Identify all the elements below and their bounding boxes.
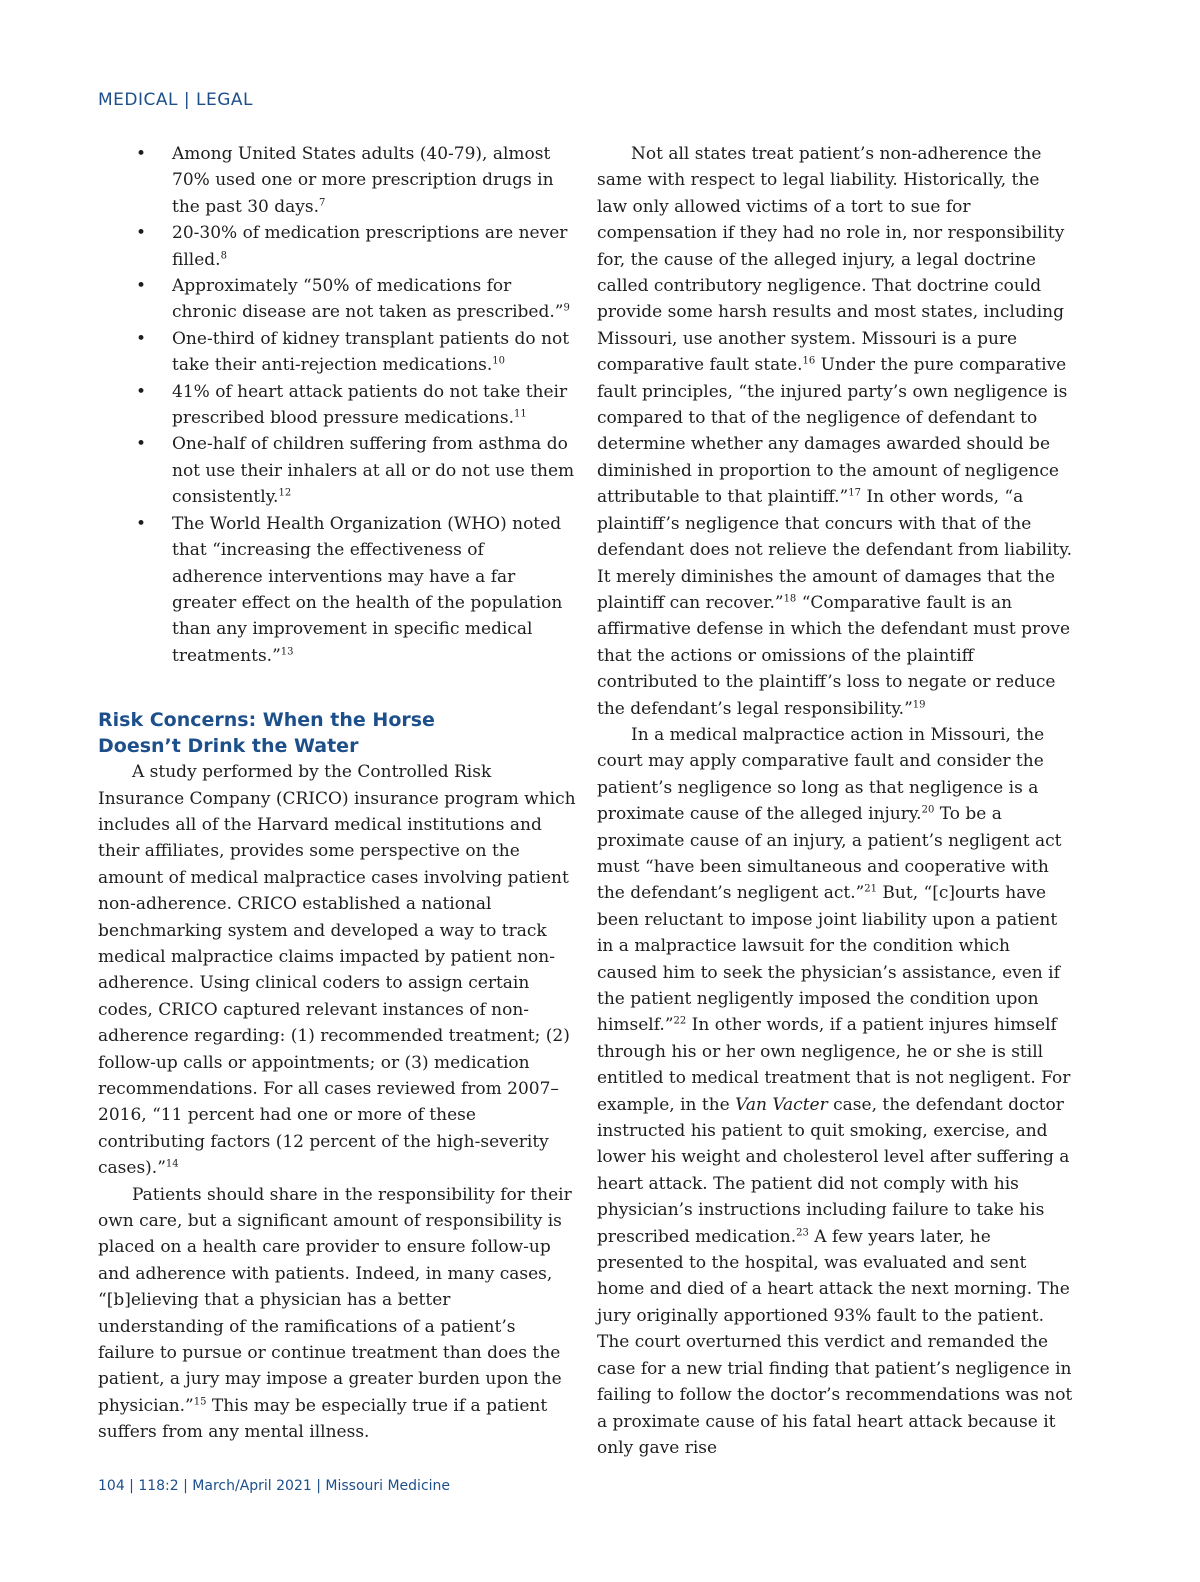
list-item: • The World Health Organization (WHO) noted that “increasing the effectiveness of adherence interventions may have a far greater effect on the health of the population than any improvement in specific medical treatments.”$^{13}$	[98, 511, 576, 669]
list-item: • 20-30% of medication prescriptions are never filled.$^8$	[98, 220, 576, 273]
footnote-ref: 13	[280, 646, 294, 658]
footnote-ref: 15	[193, 1396, 207, 1408]
body-paragraph: In a medical malpractice action in Missouri, the court may apply comparative fault and consider the patient’s negligence so long as that negligence is a proximate cause of the alleged injury.$^{20}$ To be a proximate cause of an injury, a patient’s negligent act must “have been simultaneous and cooperative with the defendant’s negligent act.”$^{21}$ But, “[c]ourts have been reluctant to impose joint liability upon a patient in a malpractice lawsuit for the condition which caused him to seek the physician’s assistance, even if the patient negligently imposed the condition upon himself.”$^{22}$ In other words, if a patient injures himself through his or her own negligence, he or she is still entitled to medical treatment that is not negligent. For example, in the Van Vacter case, the defendant doctor instructed his patient to quit smoking, exercise, and lower his weight and cholesterol level after suffering a heart attack. The patient did not comply with his physician’s instructions including failure to take his prescribed medication.$^{23}$ A few years later, he presented to the hospital, was evaluated and sent home and died of a heart attack the next morning. The jury originally apportioned 93% fault to the patient. The court overturned this verdict and remanded the case for a new trial finding that patient’s negligence in failing to follow the doctor’s recommendations was not a proximate cause of his fatal heart attack because it only gave rise	[597, 724, 1073, 1458]
body-paragraph: Not all states treat patient’s non-adherence the same with respect to legal liability. Historically, the law only allowed victims of a tort to sue for compensation if they had no role in, nor responsibility for, the cause of the alleged injury, a legal doctrine called contributory negligence. That doctrine could provide some harsh results and most states, including Missouri, use another system. Missouri is a pure comparative fault state.$^{16}$ Under the pure comparative fault principles, “the injured party’s own negligence is compared to that of the negligence of defendant to determine whether any damages awarded should be diminished in proportion to the amount of negligence attributable to that plaintiff.”$^{17}$ In other words, “a plaintiff’s negligence that concurs with that of the defendant does not relieve the defendant from liability. It merely diminishes the amount of damages that the plaintiff can recover.”$^{18}$ “Comparative fault is an affirmative defense in which the defendant must prove that the actions or omissions of the plaintiff contributed to the plaintiff’s loss to negate or reduce the defendant’s legal responsibility.”$^{19}$	[597, 144, 1073, 719]
list-item: • Among United States adults (40-79), almost 70% used one or more prescription drugs in the past 30 days.$^7$	[98, 141, 576, 220]
bullet-icon: •	[136, 223, 147, 244]
bullet-icon: •	[136, 276, 147, 297]
footnote-ref: 22	[673, 1015, 687, 1027]
body-paragraph: Patients should share in the responsibility for their own care, but a significant amount of responsibility is placed on a health care provider to ensure follow-up and adherence with patients. Indeed, in many cases, “[b]elieving that a physician has a better understanding of the ramifications of a patient’s failure to pursue or continue treatment than does the patient, a jury may impose a greater burden upon the physician.”$^{15}$ This may be especially true if a patient suffers from any mental illness.	[98, 1184, 572, 1443]
case-name: Van Vacter	[735, 1094, 828, 1115]
footnote-ref: 18	[783, 593, 797, 605]
statistics-bullet-list	[98, 141, 576, 669]
bullet-icon: •	[136, 144, 147, 164]
footnote-ref: 21	[864, 883, 878, 895]
footnote-ref: 20	[921, 804, 935, 816]
footnote-ref: 8	[220, 249, 227, 261]
list-item: • One-half of children suffering from asthma do not use their inhalers at all or do not use them consistently.$^{12}$	[98, 431, 576, 510]
section-heading: Risk Concerns: When the Horse Doesn’t Drink the Water	[98, 709, 435, 758]
footnote-ref: 12	[278, 487, 292, 499]
left-column	[98, 141, 576, 1446]
list-item: • 41% of heart attack patients do not take their prescribed blood pressure medications.$^{11}$	[98, 379, 576, 432]
bullet-icon: •	[136, 434, 147, 455]
bullet-icon: •	[136, 328, 147, 349]
footnote-ref: 19	[912, 698, 926, 710]
footnote-ref: 23	[796, 1227, 809, 1238]
bullet-icon: •	[136, 513, 147, 534]
footnote-ref: 7	[319, 197, 326, 209]
footnote-ref: 17	[848, 487, 861, 499]
body-paragraph: A study performed by the Controlled Risk Insurance Company (CRICO) insurance program which includes all of the Harvard medical institutions and their affiliates, provides some perspective on the amount of medical malpractice cases involving patient non-adherence. CRICO established a national benchmarking system and developed a way to track medical malpractice claims impacted by patient non-adherence. Using clinical coders to assign certain codes, CRICO captured relevant instances of non-adherence regarding: (1) recommended treatment; (2) follow-up calls or appointments; or (3) medication recommendations. For all cases reviewed from 2007–2016, “11 percent had one or more of these contributing factors (12 percent of the high-severity cases).”$^{14}$	[98, 762, 576, 1179]
footnote-ref: 16	[802, 355, 816, 367]
section-header: MEDICAL | LEGAL	[98, 90, 254, 110]
list-item: • One-third of kidney transplant patients do not take their anti-rejection medications.$^{10}$	[98, 326, 576, 379]
footnote-ref: 10	[492, 355, 506, 367]
bullet-icon: •	[136, 381, 147, 402]
right-column	[597, 141, 1073, 1461]
footnote-ref: 9	[563, 302, 570, 314]
page-footer: 104 | 118:2 | March/April 2021 | Missouri Medicine	[98, 1478, 451, 1494]
list-item: • Approximately “50% of medications for chronic disease are not taken as prescribed.”$^9$	[98, 273, 576, 326]
footnote-ref: 11	[513, 408, 527, 420]
footnote-ref: 14	[165, 1158, 179, 1170]
